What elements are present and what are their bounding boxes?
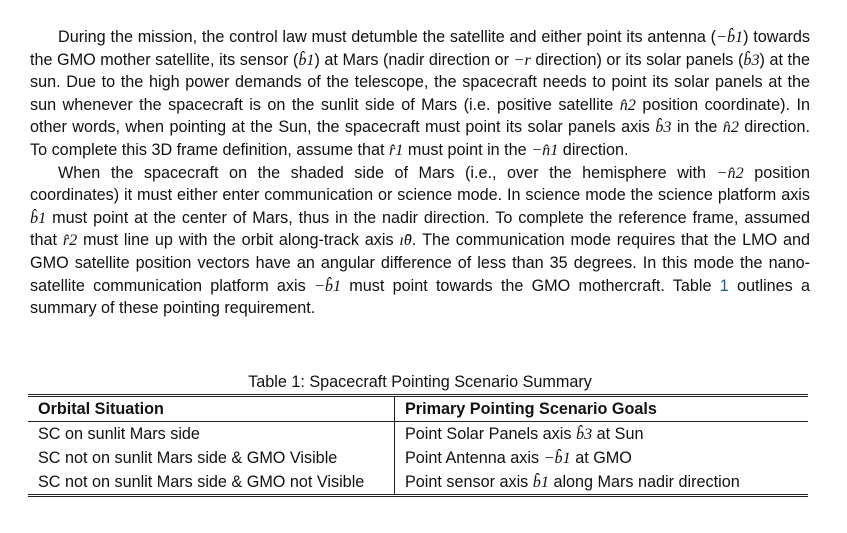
- table-row: [28, 470, 808, 494]
- p1-math-4: b̂3: [743, 50, 760, 69]
- p1-text-7: in the: [671, 118, 723, 137]
- goal-math: b̂3: [575, 425, 593, 443]
- p1-math-7: n̂2: [722, 118, 739, 137]
- p1-text-2: ) towards the GMO mother satellite, its sensor (: [30, 28, 810, 69]
- table-header-row: [28, 397, 808, 422]
- table-reference-link[interactable]: 1: [719, 276, 729, 295]
- header-pointing-goals: Primary Pointing Scenario Goals: [395, 397, 809, 422]
- cell-situation: SC not on sunlit Mars side & GMO not Visible: [28, 470, 395, 494]
- cell-goal: [395, 422, 809, 447]
- table-grid: [28, 397, 808, 494]
- document-page: [30, 26, 811, 491]
- goal-text: Point Solar Panels axis: [405, 425, 576, 443]
- p2-math-2: b̂1: [30, 208, 47, 227]
- goal-text-end: at GMO: [570, 449, 632, 467]
- goal-math: −b̂1: [543, 449, 571, 467]
- goal-text: Point sensor axis: [405, 473, 533, 491]
- paragraph-2: [30, 162, 810, 320]
- goal-text-end: at Sun: [592, 425, 644, 443]
- p2-text-4: must line up with the orbit along-track axis: [77, 231, 400, 250]
- table-row: [28, 446, 808, 470]
- p2-math-3: r̂2: [62, 231, 78, 250]
- p2-text-5: . The communication mode requires that the LMO and GMO satellite position vectors have an angular difference of less than 35 degrees. In this mode the nano-satellite communication platform axis: [30, 231, 811, 295]
- p2-math-1: −n̂2: [716, 163, 744, 182]
- p2-text-7: outlines a summary of these pointing requirement.: [30, 276, 810, 318]
- cell-situation: SC on sunlit Mars side: [28, 422, 395, 447]
- goal-text-end: along Mars nadir direction: [548, 473, 740, 491]
- p1-math-8: r̂1: [389, 140, 404, 159]
- cell-goal: [395, 470, 809, 494]
- p2-text-6: must point towards the GMO mothercraft. Table: [341, 276, 720, 295]
- p2-text-3: must point at the center of Mars, thus in the nadir direction. To complete the reference frame, assumed that: [30, 208, 810, 250]
- p1-text-10: direction.: [558, 140, 629, 159]
- p1-math-1: −b̂1: [716, 28, 744, 46]
- p1-math-2: b̂1: [298, 50, 315, 69]
- p1-text-3: ) at Mars (nadir direction or: [314, 50, 514, 69]
- table-bottom-rule: [28, 494, 808, 497]
- header-orbital-situation: Orbital Situation: [28, 397, 395, 422]
- p1-math-6: b̂3: [655, 118, 672, 137]
- table-row: [28, 422, 808, 447]
- p2-text-2: position coordinates) it must either enter communication or science mode. In science mode the science platform axis: [30, 163, 810, 205]
- p1-math-5: n̂2: [619, 95, 636, 114]
- p1-text-6: position coordinate). In other words, when pointing at the Sun, the spacecraft must point its solar panels axis: [30, 95, 811, 137]
- p2-math-4: ı̂θ: [399, 231, 412, 250]
- p1-math-9: −n̂1: [531, 140, 559, 159]
- paragraph-1: [30, 26, 810, 162]
- goal-math: b̂1: [532, 473, 549, 491]
- table-caption: Table 1: Spacecraft Pointing Scenario Summary: [248, 373, 592, 391]
- p1-text-4: direction) or its solar panels (: [530, 50, 744, 69]
- p2-math-5: −b̂1: [313, 276, 342, 295]
- p1-text-5: ) at the sun. Due to the high power demands of the telescope, the spacecraft needs to point its solar panels at the sun whenever the spacecraft is on the sunlit side of Mars (i.e. positive satellite: [30, 50, 810, 114]
- cell-situation: SC not on sunlit Mars side & GMO Visible: [28, 446, 395, 470]
- p1-text-8: direction. To complete this 3D frame definition, assume that: [30, 118, 810, 159]
- p1-text-9: must point in the: [403, 140, 532, 159]
- p1-text-1: During the mission, the control law must detumble the satellite and either point its antenna (: [58, 28, 717, 46]
- p1-math-3: −r: [513, 50, 531, 69]
- goal-text: Point Antenna axis: [405, 449, 544, 467]
- pointing-summary-table: [28, 394, 808, 497]
- p2-text-1: When the spacecraft on the shaded side of Mars (i.e., over the hemisphere with: [58, 163, 717, 182]
- cell-goal: [395, 446, 809, 470]
